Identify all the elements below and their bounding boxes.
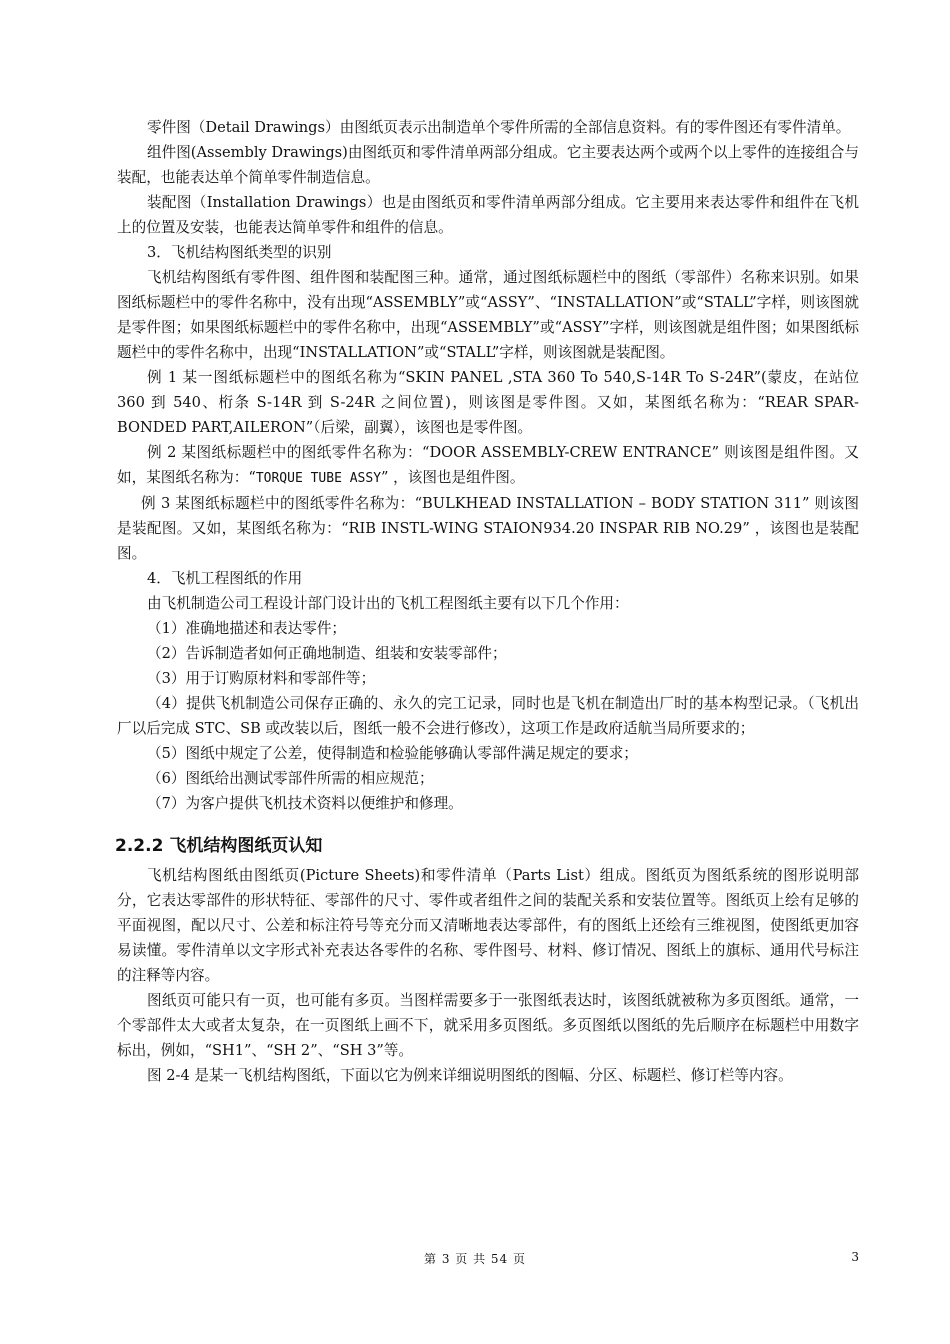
paragraph-purpose-intro: 由飞机制造公司工程设计部门设计出的飞机工程图纸主要有以下几个作用： xyxy=(147,595,629,612)
list-item: （7）为客户提供飞机技术资料以便维护和修理。 xyxy=(147,795,463,812)
document-body xyxy=(117,115,859,1088)
example-2-mono-name: TORQUE TUBE ASSY xyxy=(255,471,382,486)
list-item: （3）用于订购原材料和零部件等； xyxy=(147,670,376,687)
paragraph-multi-page: 图纸页可能只有一页，也可能有多页。当图样需要多于一张图纸表达时，该图纸就被称为多页图纸。通常，一个零部件太大或者太复杂，在一页图纸上画不下，就采用多页图纸。多页图纸以图纸的先后顺序在标题栏中用数字标出，例如，“SH1”、“SH 2”、“SH 3”等。 xyxy=(117,992,859,1059)
paragraph-figure-reference: 图 2-4 是某一飞机结构图纸，下面以它为例来详细说明图纸的图幅、分区、标题栏、修订栏等内容。 xyxy=(147,1067,793,1084)
example-2-text-b: ” ，该图也是组件图。 xyxy=(381,469,525,486)
paragraph-example-1: 例 1 某一图纸标题栏中的图纸名称为“SKIN PANEL ,STA 360 To 540,S-14R To S-24R”(蒙皮，在站位 360 到 540、桁条 S-14R 到 S-24R 之间位置)，则该图是零件图。又如，某图纸名称为：“REAR SPAR-BONDED PART,AILERON”（后梁，副翼），该图也是零件图。 xyxy=(117,369,859,436)
list-item: （4）提供飞机制造公司保存正确的、永久的完工记录，同时也是飞机在制造出厂时的基本构型记录。（飞机出厂以后完成 STC、SB 或改装以后，图纸一般不会进行修改），这项工作是政府适航当局所要求的； xyxy=(117,695,859,737)
list-item: （1）准确地描述和表达零件； xyxy=(147,620,347,637)
page-footer: 第 3 页 共 54 页 xyxy=(424,1252,526,1266)
subheading-drawing-type-identification: 3．飞机结构图纸类型的识别 xyxy=(147,244,332,261)
paragraph-installation-drawings: 装配图（Installation Drawings）也是由图纸页和零件清单两部分组成。它主要用来表达零件和组件在飞机上的位置及安装，也能表达简单零件和组件的信息。 xyxy=(117,194,859,236)
list-item: （5）图纸中规定了公差，使得制造和检验能够确认零部件满足规定的要求； xyxy=(147,745,638,762)
list-item: （6）图纸给出测试零部件所需的相应规范； xyxy=(147,770,434,787)
paragraph-detail-drawings: 零件图（Detail Drawings）由图纸页表示出制造单个零件所需的全部信息资料。有的零件图还有零件清单。 xyxy=(147,119,851,136)
list-item: （2）告诉制造者如何正确地制造、组装和安装零部件； xyxy=(147,645,507,662)
paragraph-example-3: 例 3 某图纸标题栏中的图纸零件名称为：“BULKHEAD INSTALLATION – BODY STATION 311” 则该图是装配图。又如，某图纸名称为：“RIB INSTL-WING STAION934.20 INSPAR RIB NO.29” ，该图也是装配图。 xyxy=(117,495,859,562)
paragraph-picture-sheets: 飞机结构图纸由图纸页(Picture Sheets)和零件清单（Parts List）组成。图纸页为图纸系统的图形说明部分，它表达零部件的形状特征、零部件的尺寸、零件或者组件之间的装配关系和安装位置等。图纸页上绘有足够的平面视图，配以尺寸、公差和标注符号等充分而又清晰地表达零部件，有的图纸上还绘有三维视图，使图纸更加容易读懂。零件清单以文字形式补充表达各零件的名称、零件图号、材料、修订情况、图纸上的旗标、通用代号标注的注释等内容。 xyxy=(117,867,859,984)
paragraph-identification-rules: 飞机结构图纸有零件图、组件图和装配图三种。通常，通过图纸标题栏中的图纸（零部件）名称来识别。如果图纸标题栏中的零件名称中，没有出现“ASSEMBLY”或“ASSY”、“INSTALLATION”或“STALL”字样，则该图就是零件图；如果图纸标题栏中的零件名称中，出现“ASSEMBLY”或“ASSY”字样，则该图就是组件图；如果图纸标题栏中的零件名称中，出现“INSTALLATION”或“STALL”字样，则该图就是装配图。 xyxy=(117,269,859,361)
paragraph-example-2 xyxy=(117,440,859,491)
paragraph-assembly-drawings: 组件图(Assembly Drawings)由图纸页和零件清单两部分组成。它主要表达两个或两个以上零件的连接组合与装配，也能表达单个简单零件制造信息。 xyxy=(117,144,859,186)
section-heading: 2.2.2 飞机结构图纸页认知 xyxy=(115,836,323,856)
subheading-drawing-purpose: 4．飞机工程图纸的作用 xyxy=(147,570,303,587)
example-2-text-a: 例 2 某图纸标题栏中的图纸零件名称为：“DOOR ASSEMBLY-CREW ENTRANCE” 则该图是组件图。又如，某图纸名称为：“ xyxy=(117,444,859,486)
page-number: 3 xyxy=(851,1250,859,1264)
